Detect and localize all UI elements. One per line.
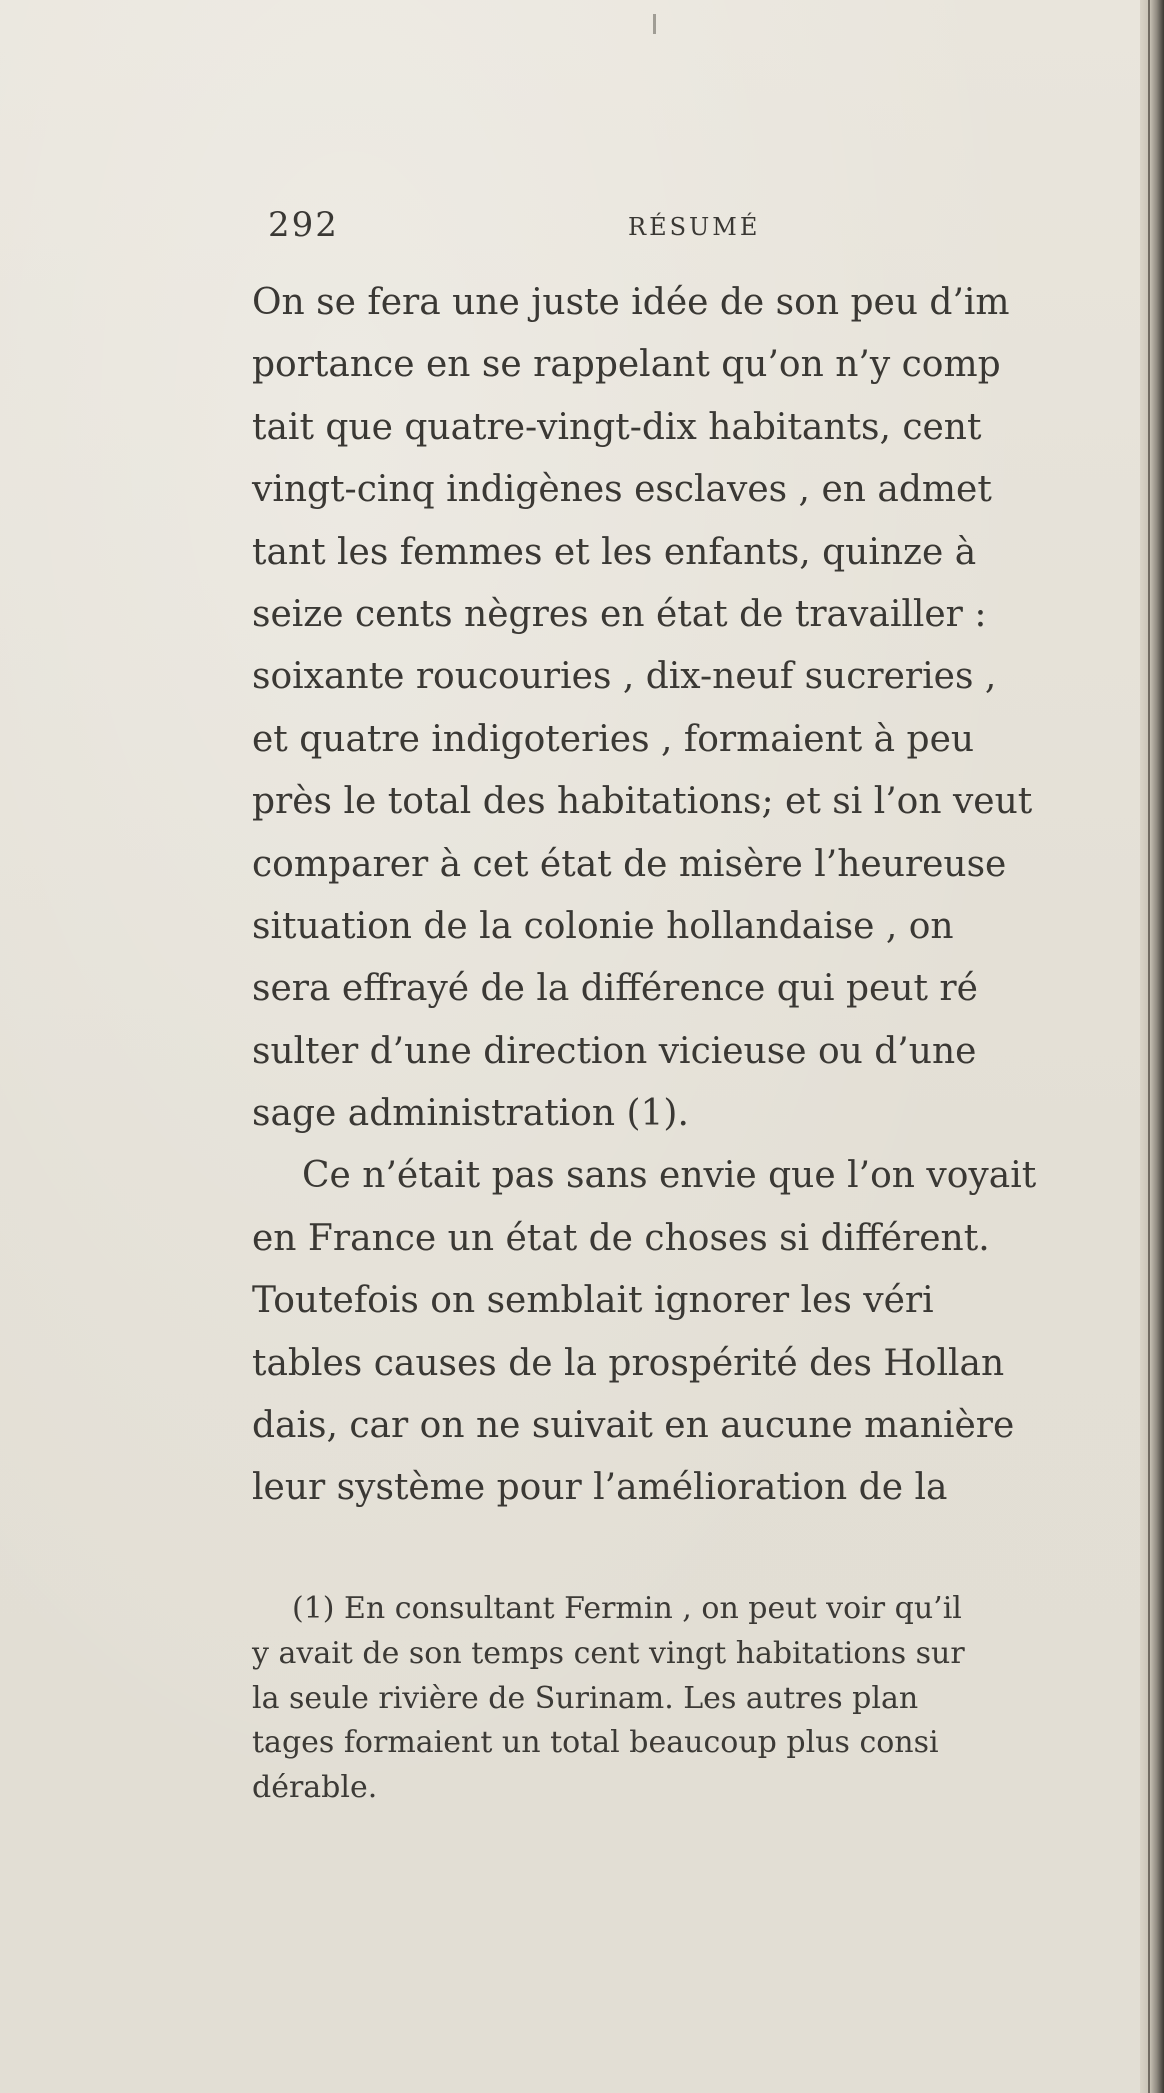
text-line: vingt-cinq indigènes esclaves , en admet: [252, 469, 992, 511]
footnote-line: y avait de son temps cent vingt habitations sur: [252, 1635, 965, 1671]
text-line: en France un état de choses si différent.: [252, 1217, 990, 1259]
text-line: sage administration (1).: [252, 1093, 689, 1135]
text-line: tables causes de la prospérité des Hollan: [252, 1342, 1005, 1384]
text-line: soixante roucouries , dix-neuf sucreries ,: [252, 656, 997, 698]
running-head: RÉSUMÉ: [628, 213, 761, 241]
text-line: et quatre indigoteries , formaient à peu: [252, 718, 975, 760]
paragraph-first-line: Ce n’était pas sans envie que l’on voyait: [302, 1155, 1037, 1197]
text-line: près le total des habitations; et si l’on veut: [252, 781, 1033, 823]
footnote: [252, 1587, 1142, 1811]
footnote-line: la seule rivière de Surinam. Les autres plan: [252, 1680, 919, 1716]
text-line: sera effrayé de la différence qui peut ré: [252, 968, 978, 1010]
text-line: sulter d’une direction vicieuse ou d’une: [252, 1030, 977, 1072]
text-line: tait que quatre-vingt-dix habitants, cent: [252, 406, 982, 448]
page-number: 292: [268, 205, 339, 245]
page-header: [268, 205, 828, 265]
text-line: seize cents nègres en état de travailler :: [252, 593, 987, 635]
footnote-line: tages formaient un total beaucoup plus consi: [252, 1725, 939, 1761]
main-text: [252, 272, 1142, 1520]
text-line: dais, car on ne suivait en aucune manière: [252, 1405, 1015, 1447]
text-line: comparer à cet état de misère l’heureuse: [252, 843, 1007, 885]
text-line: On se fera une juste idée de son peu d’im: [252, 282, 1010, 323]
text-line: portance en se rappelant qu’on n’y comp: [252, 344, 1001, 386]
text-line: leur système pour l’amélioration de la: [252, 1467, 948, 1509]
footnote-line: dérable.: [252, 1770, 378, 1806]
text-line: Toutefois on semblait ignorer les véri: [252, 1280, 934, 1322]
text-line: tant les femmes et les enfants, quinze à: [252, 531, 977, 573]
page-blemish: [653, 14, 656, 34]
page-edge-shadow: [1140, 0, 1164, 2093]
text-line: situation de la colonie hollandaise , on: [252, 905, 954, 947]
footnote-line: (1) En consultant Fermin , on peut voir qu’il: [292, 1591, 962, 1626]
page-edge-line: [1148, 0, 1150, 2093]
